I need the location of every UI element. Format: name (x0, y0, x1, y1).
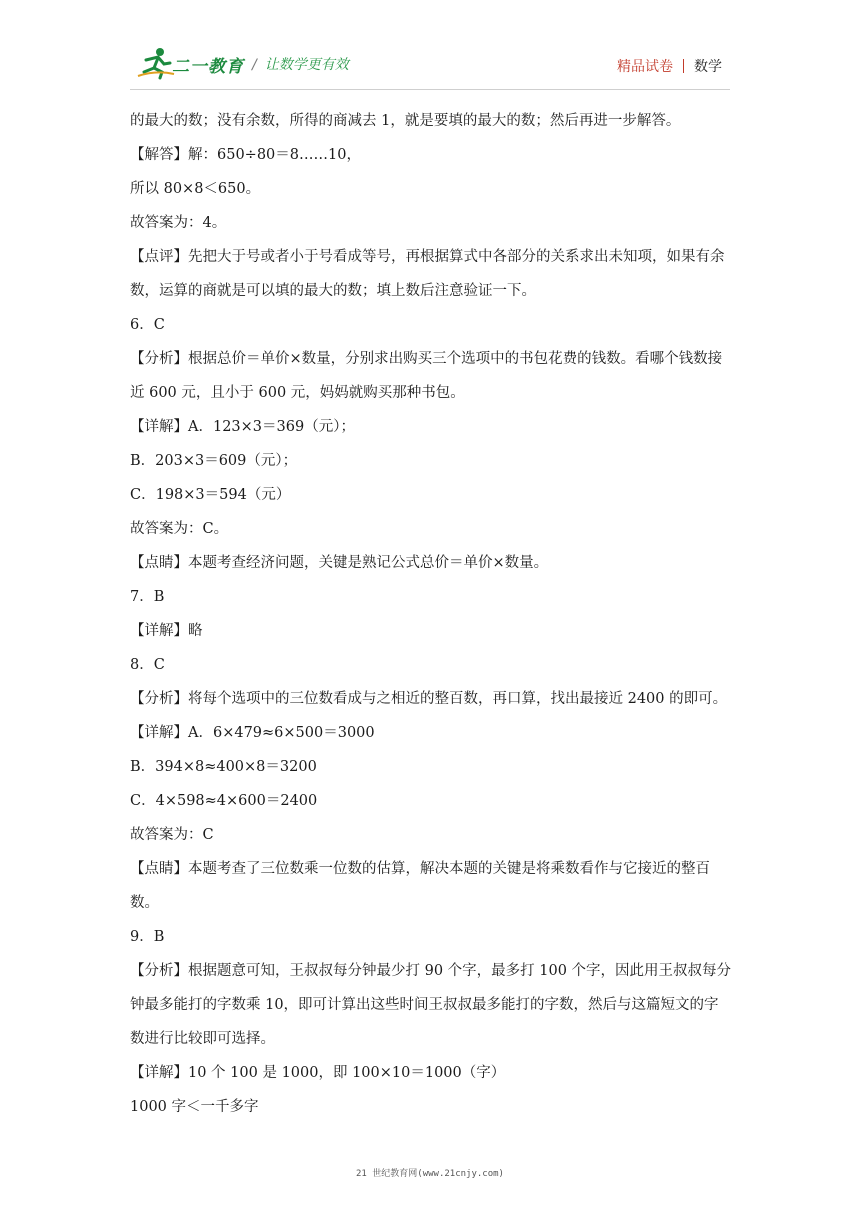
slogan (252, 54, 349, 74)
text-line: 【详解】10 个 100 是 1000，即 100×10＝1000（字） (130, 1065, 506, 1081)
text-line: 故答案为：C (130, 827, 214, 843)
text-line: C．4×598≈4×600＝2400 (130, 793, 318, 809)
text-line: C．198×3＝594（元） (130, 487, 291, 503)
text-line: 所以 80×8＜650。 (130, 181, 261, 197)
text-paragraph: 【分析】根据题意可知，王叔叔每分钟最少打 90 个字，最多打 100 个字，因此用王叔叔每分钟最多能打的字数乘 10，即可计算出这些时间王叔叔最多能打的字数，然后与这篇短文的字数进行比较即可选择。 (130, 963, 732, 1047)
text-line: 故答案为：C。 (130, 521, 229, 537)
answer-heading: 6．C (130, 317, 165, 333)
header-tag (617, 56, 722, 76)
text-paragraph: 【点睛】本题考查了三位数乘一位数的估算，解决本题的关键是将乘数看作与它接近的整百数。 (130, 861, 710, 911)
header-divider (130, 89, 730, 90)
page-header (0, 0, 860, 100)
page-footer: 21 世纪教育网(www.21cnjy.com) (356, 1169, 504, 1179)
text-line: 【详解】略 (130, 623, 203, 639)
answer-heading: 9．B (130, 929, 165, 945)
text-line: 【解答】解：650÷80＝8……10， (130, 147, 361, 163)
answer-heading: 8．C (130, 657, 165, 673)
runner-icon (136, 46, 176, 80)
text-line: 故答案为：4。 (130, 215, 227, 231)
text-line: 的最大的数；没有余数，所得的商减去 1，就是要填的最大的数；然后再进一步解答。 (130, 113, 681, 129)
text-line: 1000 字＜一千多字 (130, 1099, 259, 1115)
text-line: 【详解】A．123×3＝369（元）； (130, 419, 355, 435)
brand-logo (136, 46, 246, 82)
text-paragraph: 【分析】根据总价＝单价×数量，分别求出购买三个选项中的书包花费的钱数。看哪个钱数接近 600 元，且小于 600 元，妈妈就购买那种书包。 (130, 351, 723, 401)
tag-subject: 数学 (694, 59, 722, 75)
tag-divider (683, 59, 684, 73)
text-line: B．394×8≈400×8＝3200 (130, 759, 317, 775)
text-line: 【分析】将每个选项中的三位数看成与之相近的整百数，再口算，找出最接近 2400 的即可。 (130, 691, 728, 707)
logo-text: 二一教育 (172, 57, 244, 77)
text-line: B．203×3＝609（元）； (130, 453, 298, 469)
text-line: 【详解】A．6×479≈6×500＝3000 (130, 725, 375, 741)
answer-heading: 7．B (130, 589, 165, 605)
text-line: 【点睛】本题考查经济问题，关键是熟记公式总价＝单价×数量。 (130, 555, 549, 571)
document-body (130, 108, 732, 1128)
slogan-slash: / (252, 57, 257, 73)
text-paragraph: 【点评】先把大于号或者小于号看成等号，再根据算式中各部分的关系求出未知项，如果有余数，运算的商就是可以填的最大的数；填上数后注意验证一下。 (130, 249, 725, 299)
slogan-text: 让数学更有效 (264, 57, 349, 73)
tag-premium: 精品试卷 (617, 59, 673, 75)
